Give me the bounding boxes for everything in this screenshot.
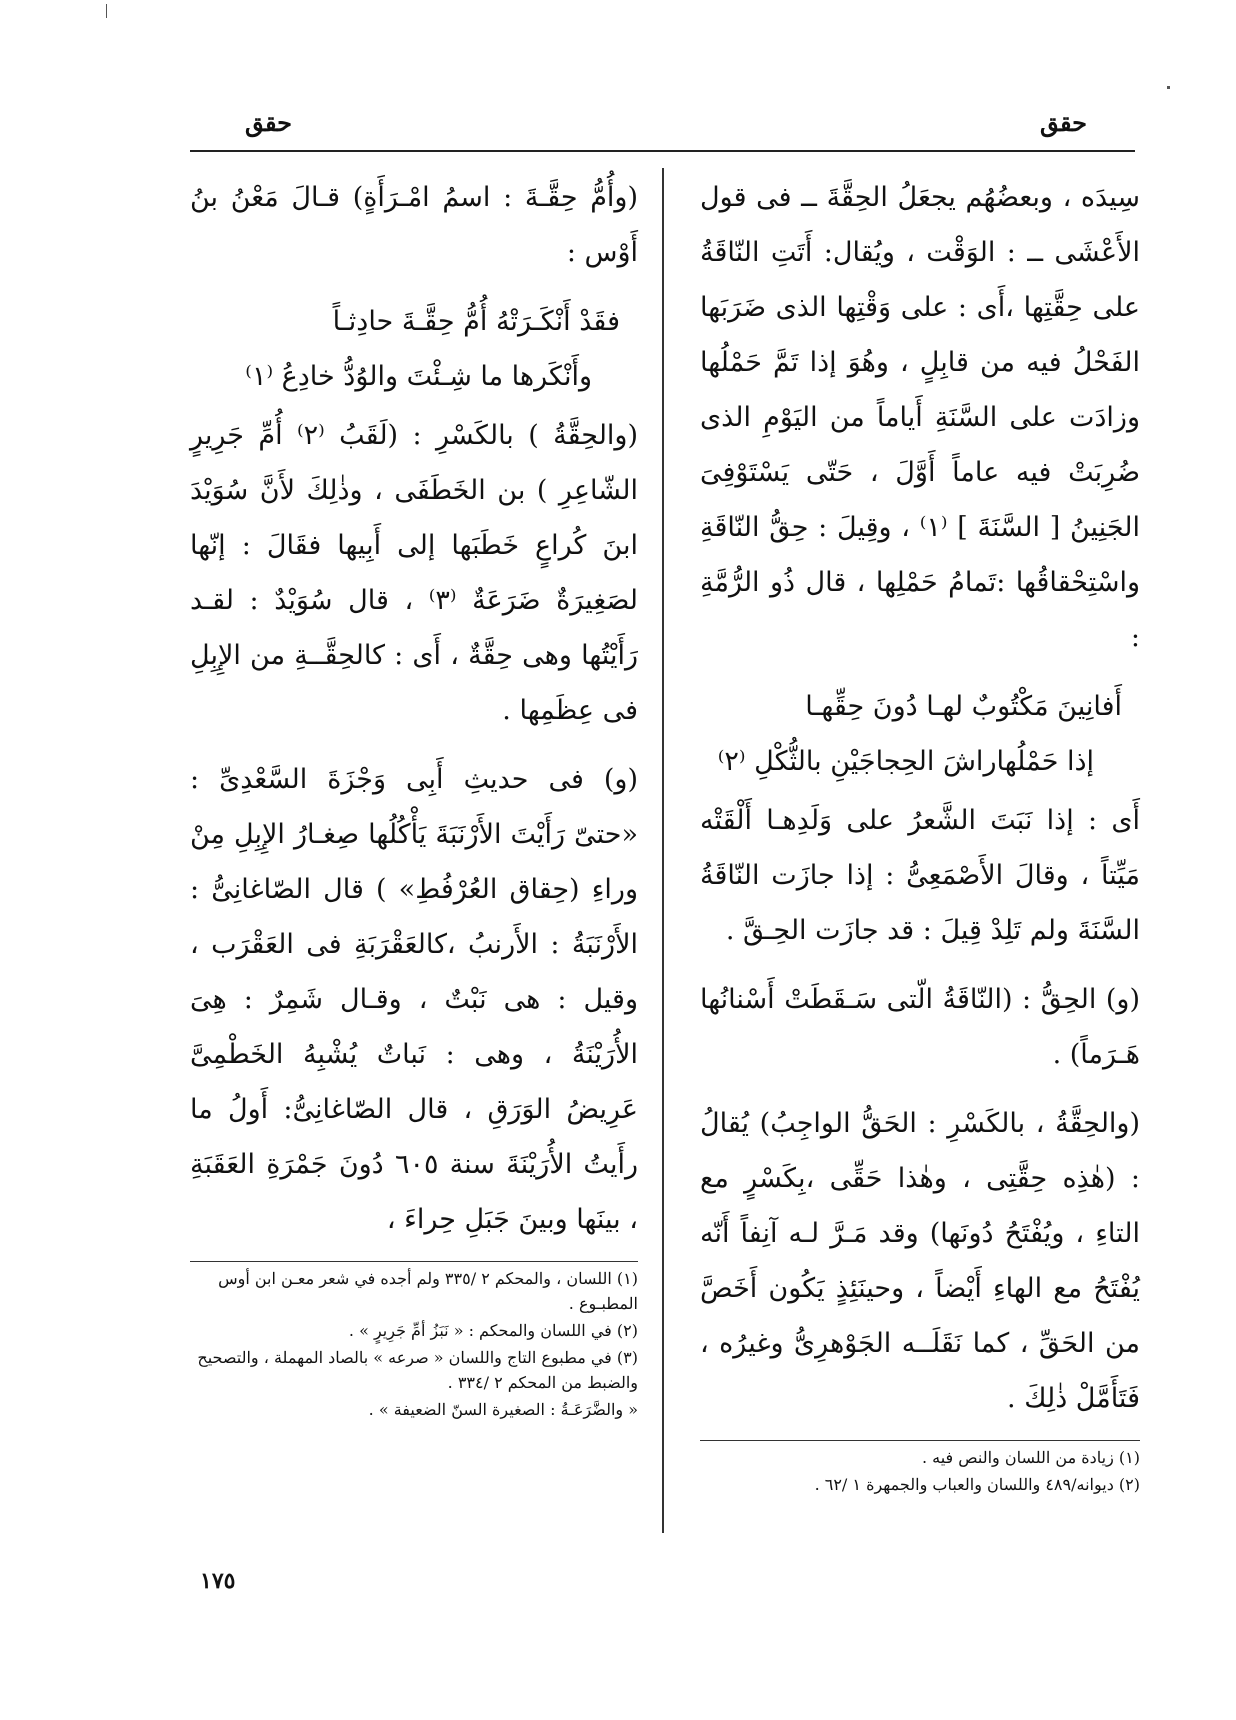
right-footnote-rule (700, 1440, 1140, 1441)
header-rule (190, 150, 1135, 152)
left-verse-line-2: وأَنْكَرها ما شِـئْتَ والوُدُّ خادِعُ ⁽١⁾ (245, 361, 592, 392)
right-column (700, 170, 1140, 1499)
column-divider (662, 168, 664, 1533)
left-footnote-3: (٣) في مطبوع التاج واللسان « صرعه » بالصاد المهملة ، والتصحيح والضبط من المحكم ٢ /٣٣٤ . (197, 1348, 638, 1392)
left-footnote-2: (٢) في اللسان والمحكم : « نَبَزُ أمِّ جَرِيرٍ » . (348, 1321, 638, 1340)
left-footnotes (190, 1266, 638, 1422)
page-number: ١٧٥ (200, 1568, 236, 1594)
right-verse-line-1: أَفانِينَ مَكْتُوبٌ لهـا دُونَ حِقِّهـا (805, 691, 1122, 722)
left-footnote-rule (190, 1261, 638, 1262)
right-verse-line-2: إذا حَمْلُهاراشَ الحِجاجَيْنِ بالثُّكْلِ ⁽٢⁾ (717, 746, 1094, 777)
running-head-left: حقق (245, 108, 292, 137)
left-footnote-1: (١) اللسان ، والمحكم ٢ /٣٣٥ ولم أجده في شعر معـن ابن أوس المطبـوع . (218, 1269, 638, 1313)
scan-speck (1167, 86, 1170, 89)
right-paragraph-1: سِيدَه ، وبعضُهُم يجعَلُ الحِقَّةَ ــ فى قول الأَعْشَى ــ : الوَقْت ، ويُقال: أَتَتِ النّاقَةُ على حِقَّتِها ،أَى : على وَقْتِها الذى ضَرَبَها الفَحْلُ فيه من قابِلٍ ، وهُوَ إذا تَمَّ حَمْلُها وزادَت على السَّنَةِ أَياماً من اليَوْمِ الذى ضُرِبَتْ فيه عاماً أَوَّلَ ، حَتّى يَسْتَوْفِىَ الجَنِينُ [ السَّنَةَ ] ⁽١⁾ ، وقِيلَ : حِقُّ النّاقَةِ واسْتِحْقاقُها :تَمامُ حَمْلِها ، قال ذُو الرُّمَّةِ : (700, 182, 1140, 653)
right-footnotes (700, 1445, 1140, 1497)
left-verse (190, 294, 638, 404)
right-paragraph-4: (والحِقَّةُ ، بالكَسْرِ : الحَقُّ الواجِبُ) يُقالُ : (هٰذِه حِقَّتِى ، وهٰذا حَقِّى ،بِكَسْرٍ مع التاءِ ، ويُفْتَحُ دُونَها) وقد مَـرَّ لـه آنِفاً أَنّه يُفْتَحُ مع الهاءِ أَيْضاً ، وحينَئِذٍ يَكُون أَخَصَّ من الحَقِّ ، كما نَقَلَــه الجَوْهرِىُّ وغيرُه ، فَتَأَمَّلْ ذٰلِكَ . (700, 1108, 1140, 1414)
left-footnote-4: « والضَّرَعَـةُ : الصغيرة السنّ الضعيفة » . (368, 1400, 638, 1419)
scan-speck (106, 4, 107, 18)
right-footnote-1: (١) زيادة من اللسان والنص فيه . (921, 1448, 1140, 1467)
left-verse-line-1: فقَدْ أَنْكَـرَتْهُ أُمُّ حِقَّـةَ حادِثـاً (332, 306, 620, 337)
left-paragraph-3: (و) فى حديثِ أَبِى وَجْزَةَ السَّعْدِىِّ : «حتىّ رَأَيْتَ الأَرْنَبَةَ يَأْكُلُها صِغـارُ الإِبِلِ مِنْ وراءِ (حِقاق العُرْفُطِ» ) قال الصّاغانِىُّ : الأَرْنَبَةُ : الأَرنبُ ،كالعَقْرَبَةِ فى العَقْرَب ، وقيل : هى نَبْتٌ ، وقـال شَمِرٌ : هِىَ الأُرَيْنَةُ ، وهى : نَباتٌ يُشْبِهُ الخَطْمِىَّ عَرِيضُ الوَرَقِ ، قال الصّاغانِىُّ: أَولُ ما رأَيتُ الأُرَيْنَةَ سنة ٦٠٥ دُونَ جَمْرَةِ العَقَبَةِ ، بينَها وبينَ جَبَلِ حِراءَ ، (190, 764, 639, 1235)
right-paragraph-2: أَى : إذا نَبَتَ الشَّعرُ على وَلَدِهـا أَلْقَتْه مَيِّتاً ، وقالَ الأَصْمَعِىُّ : إذا جازَت النّاقَةُ السَّنَةَ ولم تَلِدْ قِيلَ : قد جازَت الحِـقَّ . (700, 805, 1140, 946)
left-paragraph-1: (وأُمُّ حِقَّـةَ : اسمُ امْـرَأَةٍ) قـالَ مَعْنُ بنُ أَوْس : (190, 182, 638, 268)
right-paragraph-3: (و) الحِقُّ : (النّاقَةُ الّتى سَـقَطَتْ أَسْنانُها هَـرَماً) . (700, 984, 1140, 1070)
running-head-right: حقق (1040, 108, 1087, 137)
right-footnote-2: (٢) ديوانه/٤٨٩ واللسان والعباب والجمهرة ١ /٦٢ . (814, 1475, 1140, 1494)
left-column (190, 170, 638, 1424)
right-verse (700, 679, 1140, 789)
left-paragraph-2: (والحِقَّةُ ) بالكَسْرِ : (لَقَبُ ⁽٢⁾ أُمِّ جَرِيرٍ الشّاعِرِ ) بن الخَطَفَى ، وذٰلِكَ لأَنَّ سُوَيْدَ ابنَ كُراعٍ خَطَبَها إلى أَبِيها فقَالَ : إنّها لصَغِيرَةٌ ضَرَعَةٌ ⁽٣⁾ ، قال سُوَيْدٌ : لقـد رَأَيْتُها وهى حِقَّةٌ ، أَى : كالحِقَّــةِ من الإِبِلِ فى عِظَمِها . (190, 420, 638, 726)
